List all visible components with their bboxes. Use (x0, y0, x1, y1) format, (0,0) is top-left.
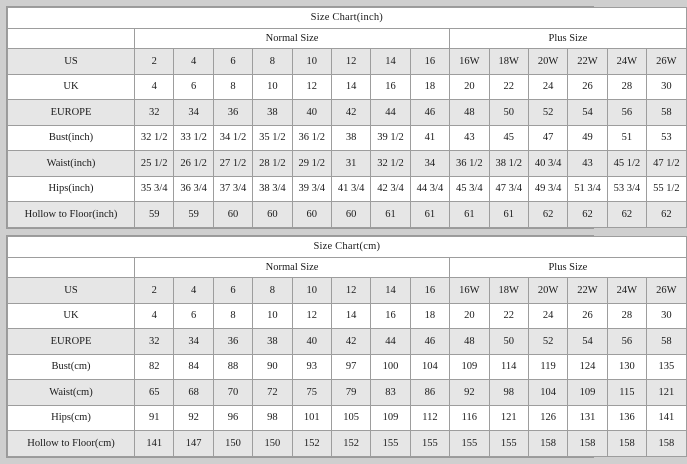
cell: 20W (528, 278, 567, 304)
cell: 20 (450, 303, 489, 329)
cell: 53 3/4 (607, 176, 646, 202)
cell: 152 (292, 431, 331, 457)
cell: 39 1/2 (371, 125, 410, 151)
cell: 82 (135, 354, 174, 380)
cell: 42 (331, 329, 370, 355)
cell: 93 (292, 354, 331, 380)
table-row (8, 278, 687, 304)
corner-blank-inch (8, 29, 135, 49)
cell: 52 (528, 329, 567, 355)
cell: 14 (371, 278, 410, 304)
cell: 8 (253, 49, 292, 75)
table-row (8, 151, 687, 177)
cell: 54 (568, 100, 607, 126)
cell: 51 (607, 125, 646, 151)
cell: 16 (410, 278, 449, 304)
cell: 53 (647, 125, 687, 151)
cell: 41 (410, 125, 449, 151)
cell: 18W (489, 49, 528, 75)
cell: 124 (568, 354, 607, 380)
cell: 46 (410, 329, 449, 355)
cell: 36 3/4 (174, 176, 213, 202)
cell: 30 (647, 74, 687, 100)
cell: 8 (213, 74, 252, 100)
cell: 86 (410, 380, 449, 406)
cell: 61 (489, 202, 528, 228)
cell: 61 (371, 202, 410, 228)
cell: 10 (253, 74, 292, 100)
cell: 28 1/2 (253, 151, 292, 177)
cell: 62 (607, 202, 646, 228)
cell: 97 (331, 354, 370, 380)
table-row (8, 202, 687, 228)
cell: 58 (647, 329, 687, 355)
cell: 43 (568, 151, 607, 177)
cell: 39 3/4 (292, 176, 331, 202)
cell: 30 (647, 303, 687, 329)
cell: 141 (647, 405, 687, 431)
cell: 22W (568, 49, 607, 75)
cell: 62 (528, 202, 567, 228)
cell: 42 (331, 100, 370, 126)
cell: 41 3/4 (331, 176, 370, 202)
cell: 12 (331, 49, 370, 75)
cell: 44 3/4 (410, 176, 449, 202)
cell: 47 3/4 (489, 176, 528, 202)
cell: 51 3/4 (568, 176, 607, 202)
group-header-plus-cm: Plus Size (450, 258, 687, 278)
cell: 62 (568, 202, 607, 228)
size-chart-cm-block (6, 235, 677, 458)
cell: 27 1/2 (213, 151, 252, 177)
cell: 28 (607, 303, 646, 329)
table-row (8, 405, 687, 431)
cell: 158 (528, 431, 567, 457)
cell: 33 1/2 (174, 125, 213, 151)
cell: 152 (331, 431, 370, 457)
row-label-hips-inch: Hips(inch) (8, 176, 135, 202)
cell: 109 (568, 380, 607, 406)
cell: 18 (410, 74, 449, 100)
cell: 61 (450, 202, 489, 228)
cell: 26W (647, 278, 687, 304)
cell: 56 (607, 329, 646, 355)
cell: 109 (371, 405, 410, 431)
row-label-europe-inch: EUROPE (8, 100, 135, 126)
cell: 155 (410, 431, 449, 457)
cell: 28 (607, 74, 646, 100)
chart-title-cm: Size Chart(cm) (8, 237, 687, 258)
cell: 45 (489, 125, 528, 151)
cell: 26 (568, 303, 607, 329)
cell: 155 (450, 431, 489, 457)
cell: 37 3/4 (213, 176, 252, 202)
cell: 34 (174, 329, 213, 355)
cell: 24W (607, 49, 646, 75)
cell: 158 (607, 431, 646, 457)
cell: 16 (371, 303, 410, 329)
size-chart-inch-block (6, 6, 680, 229)
cell: 130 (607, 354, 646, 380)
cell: 38 1/2 (489, 151, 528, 177)
cell: 65 (135, 380, 174, 406)
cell: 22W (568, 278, 607, 304)
cell: 100 (371, 354, 410, 380)
cell: 34 (174, 100, 213, 126)
table-row (8, 329, 687, 355)
cell: 109 (450, 354, 489, 380)
cell: 155 (371, 431, 410, 457)
cell: 45 3/4 (450, 176, 489, 202)
cell: 50 (489, 100, 528, 126)
table-row (8, 431, 687, 457)
cell: 104 (528, 380, 567, 406)
cell: 32 (135, 100, 174, 126)
cell: 75 (292, 380, 331, 406)
cell: 47 (528, 125, 567, 151)
cell: 62 (647, 202, 687, 228)
cell: 60 (331, 202, 370, 228)
cell: 115 (607, 380, 646, 406)
cell: 84 (174, 354, 213, 380)
cell: 6 (174, 303, 213, 329)
cell: 34 1/2 (213, 125, 252, 151)
cell: 60 (292, 202, 331, 228)
cell: 26 1/2 (174, 151, 213, 177)
cell: 48 (450, 329, 489, 355)
cell: 12 (292, 303, 331, 329)
row-label-us-inch: US (8, 49, 135, 75)
corner-blank-cm (8, 258, 135, 278)
cell: 46 (410, 100, 449, 126)
group-header-normal-inch: Normal Size (135, 29, 450, 49)
cell: 26W (647, 49, 687, 75)
table-row (8, 303, 687, 329)
cell: 72 (253, 380, 292, 406)
cell: 49 (568, 125, 607, 151)
row-label-europe-cm: EUROPE (8, 329, 135, 355)
row-label-bust-inch: Bust(inch) (8, 125, 135, 151)
cell: 36 1/2 (450, 151, 489, 177)
cell: 45 1/2 (607, 151, 646, 177)
cell: 44 (371, 329, 410, 355)
table-row (8, 100, 687, 126)
cell: 58 (647, 100, 687, 126)
cell: 56 (607, 100, 646, 126)
cell: 112 (410, 405, 449, 431)
cell: 32 1/2 (135, 125, 174, 151)
cell: 59 (174, 202, 213, 228)
cell: 105 (331, 405, 370, 431)
cell: 31 (331, 151, 370, 177)
cell: 16 (371, 74, 410, 100)
cell: 16W (450, 49, 489, 75)
cell: 10 (292, 49, 331, 75)
table-row (8, 74, 687, 100)
cell: 38 3/4 (253, 176, 292, 202)
cell: 34 (410, 151, 449, 177)
cell: 32 1/2 (371, 151, 410, 177)
cell: 14 (331, 303, 370, 329)
cell: 150 (253, 431, 292, 457)
cell: 2 (135, 278, 174, 304)
cell: 101 (292, 405, 331, 431)
cell: 147 (174, 431, 213, 457)
cell: 4 (135, 74, 174, 100)
cell: 22 (489, 303, 528, 329)
cell: 54 (568, 329, 607, 355)
row-label-waist-inch: Waist(inch) (8, 151, 135, 177)
cell: 18W (489, 278, 528, 304)
row-label-uk-inch: UK (8, 74, 135, 100)
table-row (8, 176, 687, 202)
row-label-uk-cm: UK (8, 303, 135, 329)
cell: 83 (371, 380, 410, 406)
cell: 49 3/4 (528, 176, 567, 202)
cell: 4 (174, 278, 213, 304)
cell: 14 (371, 49, 410, 75)
cell: 40 3/4 (528, 151, 567, 177)
cell: 114 (489, 354, 528, 380)
cell: 119 (528, 354, 567, 380)
cell: 38 (253, 329, 292, 355)
cell: 44 (371, 100, 410, 126)
cell: 136 (607, 405, 646, 431)
cell: 38 (331, 125, 370, 151)
cell: 4 (135, 303, 174, 329)
cell: 91 (135, 405, 174, 431)
group-header-plus-inch: Plus Size (450, 29, 687, 49)
cell: 48 (450, 100, 489, 126)
cell: 20W (528, 49, 567, 75)
cell: 135 (647, 354, 687, 380)
cell: 38 (253, 100, 292, 126)
cell: 55 1/2 (647, 176, 687, 202)
cell: 116 (450, 405, 489, 431)
cell: 6 (213, 49, 252, 75)
cell: 98 (253, 405, 292, 431)
cell: 141 (135, 431, 174, 457)
cell: 6 (174, 74, 213, 100)
cell: 52 (528, 100, 567, 126)
cell: 32 (135, 329, 174, 355)
cell: 14 (331, 74, 370, 100)
cell: 60 (253, 202, 292, 228)
cell: 158 (647, 431, 687, 457)
cell: 35 3/4 (135, 176, 174, 202)
cell: 20 (450, 74, 489, 100)
cell: 2 (135, 49, 174, 75)
cell: 70 (213, 380, 252, 406)
cell: 10 (253, 303, 292, 329)
row-label-bust-cm: Bust(cm) (8, 354, 135, 380)
cell: 40 (292, 100, 331, 126)
cell: 126 (528, 405, 567, 431)
row-label-hips-cm: Hips(cm) (8, 405, 135, 431)
cell: 50 (489, 329, 528, 355)
row-label-us-cm: US (8, 278, 135, 304)
cell: 98 (489, 380, 528, 406)
size-chart-inch-table (7, 7, 687, 228)
size-chart-cm-table (7, 236, 687, 457)
cell: 36 (213, 100, 252, 126)
cell: 18 (410, 303, 449, 329)
cell: 16 (410, 49, 449, 75)
cell: 16W (450, 278, 489, 304)
cell: 121 (489, 405, 528, 431)
cell: 40 (292, 329, 331, 355)
cell: 12 (292, 74, 331, 100)
cell: 29 1/2 (292, 151, 331, 177)
cell: 92 (174, 405, 213, 431)
cell: 12 (331, 278, 370, 304)
cell: 60 (213, 202, 252, 228)
cell: 47 1/2 (647, 151, 687, 177)
row-label-hollow-to-floor-cm: Hollow to Floor(cm) (8, 431, 135, 457)
cell: 24 (528, 303, 567, 329)
cell: 42 3/4 (371, 176, 410, 202)
cell: 131 (568, 405, 607, 431)
cell: 35 1/2 (253, 125, 292, 151)
cell: 104 (410, 354, 449, 380)
cell: 43 (450, 125, 489, 151)
cell: 90 (253, 354, 292, 380)
table-row (8, 49, 687, 75)
row-label-waist-cm: Waist(cm) (8, 380, 135, 406)
cell: 59 (135, 202, 174, 228)
cell: 6 (213, 278, 252, 304)
cell: 4 (174, 49, 213, 75)
cell: 10 (292, 278, 331, 304)
cell: 36 (213, 329, 252, 355)
cell: 26 (568, 74, 607, 100)
row-label-hollow-to-floor-inch: Hollow to Floor(inch) (8, 202, 135, 228)
cell: 150 (213, 431, 252, 457)
cell: 24 (528, 74, 567, 100)
cell: 88 (213, 354, 252, 380)
cell: 79 (331, 380, 370, 406)
cell: 155 (489, 431, 528, 457)
table-row (8, 354, 687, 380)
cell: 8 (213, 303, 252, 329)
cell: 24W (607, 278, 646, 304)
cell: 96 (213, 405, 252, 431)
cell: 36 1/2 (292, 125, 331, 151)
cell: 121 (647, 380, 687, 406)
table-row (8, 380, 687, 406)
table-row (8, 125, 687, 151)
group-header-normal-cm: Normal Size (135, 258, 450, 278)
cell: 25 1/2 (135, 151, 174, 177)
cell: 8 (253, 278, 292, 304)
cell: 158 (568, 431, 607, 457)
chart-title-inch: Size Chart(inch) (8, 8, 687, 29)
cell: 61 (410, 202, 449, 228)
cell: 22 (489, 74, 528, 100)
cell: 92 (450, 380, 489, 406)
cell: 68 (174, 380, 213, 406)
